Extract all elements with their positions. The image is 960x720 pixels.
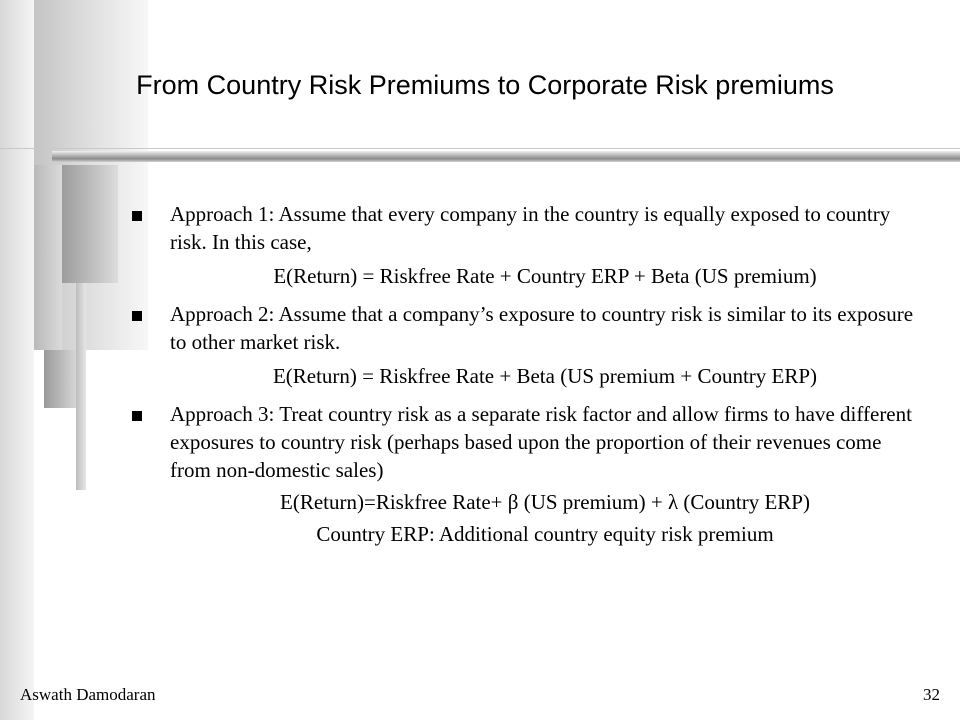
bullet-text: Approach 1: Assume that every company in the country is equally exposed to country risk. In this case, bbox=[170, 202, 891, 254]
bullet-item-approach-1 bbox=[130, 200, 920, 256]
page-number: 32 bbox=[923, 685, 940, 704]
bullet-item-approach-3 bbox=[130, 400, 920, 484]
square-bullet-icon bbox=[132, 411, 142, 421]
square-bullet-icon bbox=[132, 211, 142, 221]
bullet-text: Approach 2: Assume that a company’s exposure to country risk is similar to its exposure to other market risk. bbox=[170, 302, 914, 354]
title-divider-line bbox=[0, 148, 960, 149]
title-divider-bar bbox=[52, 151, 960, 162]
bullet-item-approach-2 bbox=[130, 300, 920, 356]
formula-approach-3: E(Return)=Riskfree Rate+ β (US premium) + λ (Country ERP) bbox=[280, 490, 810, 514]
footer-author: Aswath Damodaran bbox=[20, 685, 156, 704]
slide-body bbox=[130, 200, 920, 548]
decorative-bar bbox=[76, 283, 86, 490]
square-bullet-icon bbox=[132, 311, 142, 321]
decorative-bar bbox=[34, 165, 62, 350]
decorative-bar bbox=[62, 165, 118, 283]
decorative-bar bbox=[0, 0, 34, 720]
formula-approach-1: E(Return) = Riskfree Rate + Country ERP + Beta (US premium) bbox=[273, 264, 817, 288]
formula-approach-2: E(Return) = Riskfree Rate + Beta (US premium + Country ERP) bbox=[272, 364, 818, 388]
decorative-bar bbox=[44, 350, 76, 408]
bullet-text: Approach 3: Treat country risk as a separate risk factor and allow firms to have different exposures to country risk (perhaps based upon the proportion of their revenues come from non-domestic sales) bbox=[170, 402, 912, 482]
country-erp-note: Country ERP: Additional country equity risk premium bbox=[316, 522, 774, 546]
slide-title: From Country Risk Premiums to Corporate Risk premiums bbox=[136, 70, 834, 100]
